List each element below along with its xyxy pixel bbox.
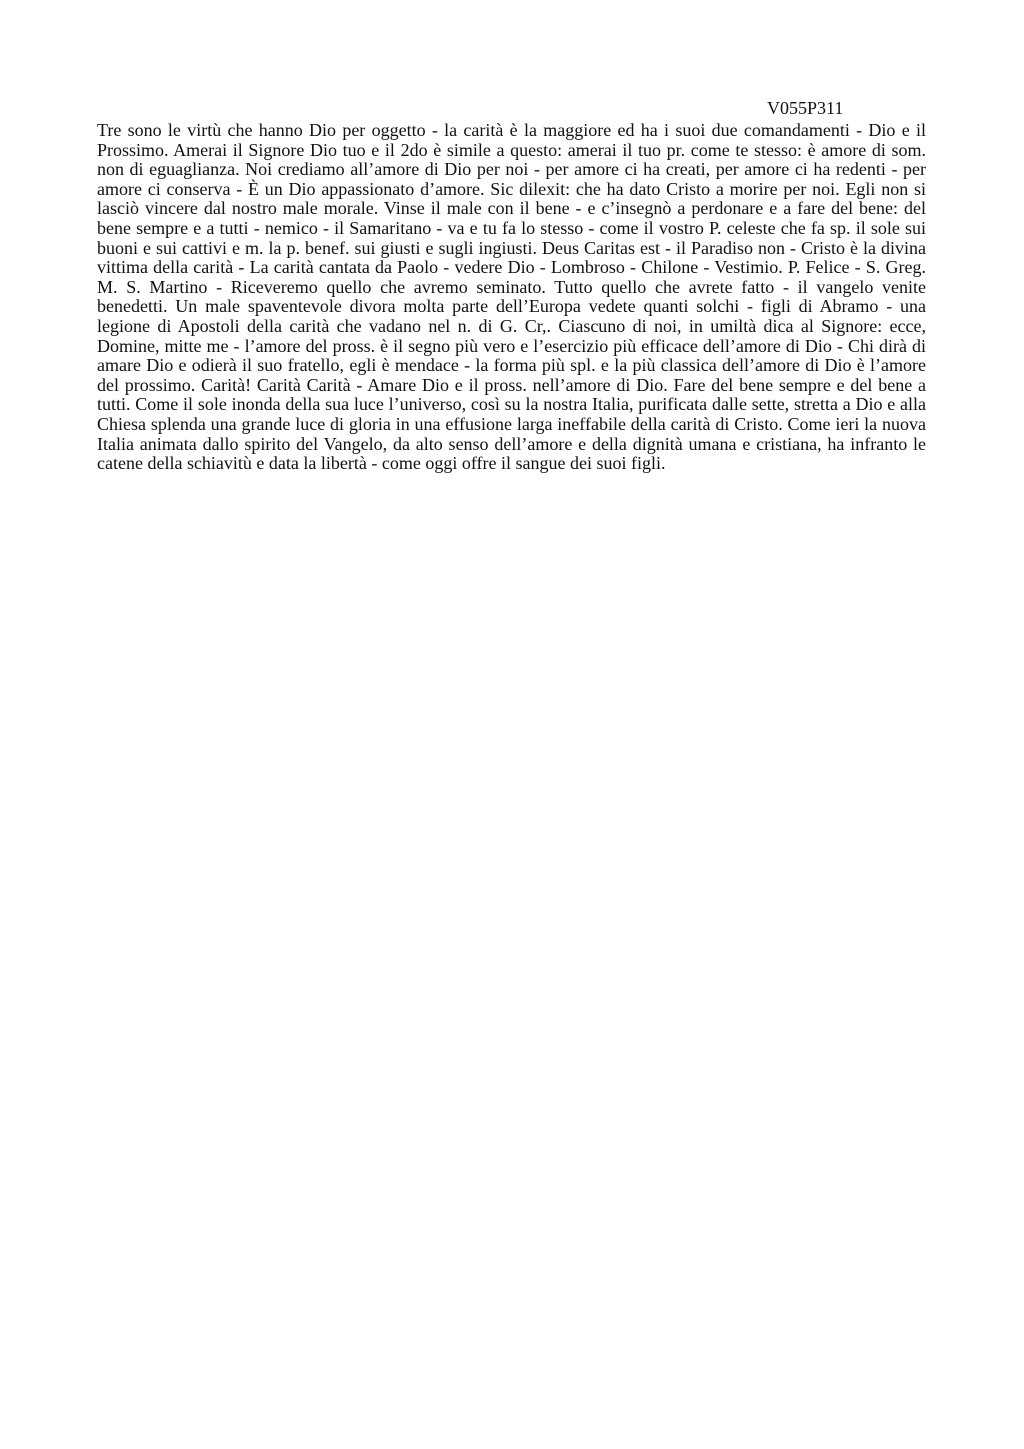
document-body-paragraph: Tre sono le virtù che hanno Dio per oggetto - la carità è la maggiore ed ha i suoi due comandamenti - Dio e il Prossimo. Amerai il Signore Dio tuo e il 2do è simile a questo: amerai il tuo pr. come te stesso: è amore di som. non di eguaglianza. Noi crediamo all’amore di Dio per noi - per amore ci ha creati, per amore ci ha redenti - per amore ci conserva - È un Dio appassionato d’amore. Sic dilexit: che ha dato Cristo a morire per noi. Egli non si lasciò vincere dal nostro male morale. Vinse il male con il bene - e c’insegnò a perdonare e a fare del bene: del bene sempre e a tutti - nemico - il Samaritano - va e tu fa lo stesso - come il vostro P. celeste che fa sp. il sole sui buoni e sui cattivi e m. la p. benef. sui giusti e sugli ingiusti. Deus Caritas est - il Paradiso non - Cristo è la divina vittima della carità - La carità cantata da Paolo - vedere Dio - Lombroso - Chilone - Vestimio. P. Felice - S. Greg. M. S. Martino - Riceveremo quello che avremo seminato. Tutto quello che avrete fatto - il vangelo venite benedetti. Un male spaventevole divora molta parte dell’Europa vedete quanti solchi - figli di Abramo - una legione di Apostoli della carità che vadano nel n. di G. Cr,. Ciascuno di noi, in umiltà dica al Signore: ecce, Domine, mitte me - l’amore del pross. è il segno più vero e l’esercizio più efficace dell’amore di Dio - Chi dirà di amare Dio e odierà il suo fratello, egli è mendace - la forma più spl. e la più classica dell’amore di Dio è l’amore del prossimo. Carità! Carità Carità - Amare Dio e il pross. nell’amore di Dio. Fare del bene sempre e del bene a tutti. Come il sole inonda della sua luce l’universo, così su la nostra Italia, purificata dalle sette, stretta a Dio e alla Chiesa splenda una grande luce di gloria in una effusione larga ineffabile della carità di Cristo. Come ieri la nuova Italia animata dallo spirito del Vangelo, da alto senso dell’amore e della dignità umana e cristiana, ha infranto le catene della schiavitù e data la libertà - come oggi offre il sangue dei suoi figli. <box>97 120 926 474</box>
page-identifier: V055P311 <box>767 98 844 118</box>
